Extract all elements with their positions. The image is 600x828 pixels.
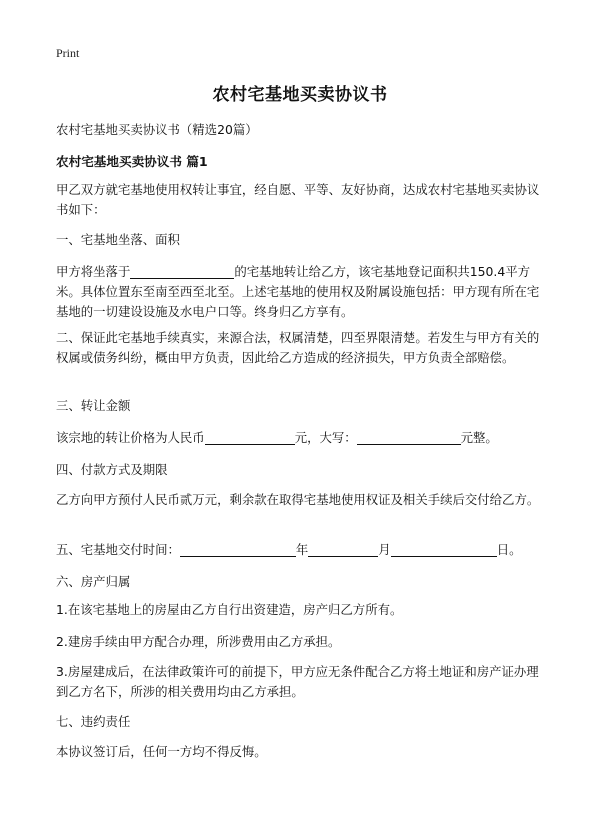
clause-7-heading: 七、违约责任: [56, 714, 131, 729]
clause-4-paragraph: 乙方向甲方预付人民币贰万元，剩余款在取得宅基地使用权证及相关手续后交付给乙方。: [56, 492, 540, 507]
year-label: 年: [295, 542, 309, 557]
clause-3-paragraph: [56, 428, 550, 448]
clause-1-heading: 一、宅基地坐落、面积: [56, 232, 180, 247]
delivery-day-blank[interactable]: [391, 542, 497, 557]
delivery-label: 五、宅基地交付时间：: [56, 542, 180, 557]
location-blank[interactable]: [130, 264, 234, 279]
clause-7-paragraph: 本协议签订后，任何一方均不得反悔。: [56, 744, 267, 759]
price-numeric-blank[interactable]: [205, 430, 295, 445]
section-heading: 农村宅基地买卖协议书 篇1: [56, 154, 208, 169]
delivery-month-blank[interactable]: [308, 542, 378, 557]
price-label: 该宗地的转让价格为人民币: [56, 430, 205, 445]
document-title: 农村宅基地买卖协议书: [212, 85, 388, 105]
intro-paragraph: 甲乙双方就宅基地使用权转让事宜，经自愿、平等、友好协商，达成农村宅基地买卖协议书如下：: [56, 182, 540, 217]
print-link[interactable]: Print: [56, 46, 80, 60]
delivery-year-blank[interactable]: [180, 542, 296, 557]
document-subtitle: 农村宅基地买卖协议书（精选20篇）: [56, 122, 258, 137]
clause-1-text-start: 甲方将坐落于: [56, 264, 131, 279]
day-label: 日。: [496, 542, 522, 557]
clause-1-paragraph: [56, 262, 550, 322]
clause-3-heading: 三、转让金额: [56, 398, 131, 413]
clause-4-heading: 四、付款方式及期限: [56, 462, 168, 477]
clause-6-item-2: 2.建房手续由甲方配合办理，所涉费用由乙方承担。: [56, 634, 341, 649]
clause-1-text-rest: 的宅基地转让给乙方，该宅基地登记面积共150.4平方米。具体位置东至南至西至北至。上述宅基地的使用权及附属设施包括：甲方现有所在宅基地的一切建设设施及水电户口等。终身归乙方享有。: [56, 264, 540, 319]
clause-6-heading: 六、房产归属: [56, 574, 131, 589]
price-uppercase-blank[interactable]: [357, 430, 461, 445]
price-uppercase-label: 元，大写：: [294, 430, 357, 445]
clause-5-paragraph: [56, 540, 550, 560]
month-label: 月: [378, 542, 391, 557]
clause-6-item-3: 3.房屋建成后，在法律政策许可的前提下，甲方应无条件配合乙方将土地证和房产证办理到乙方名下，所涉的相关费用均由乙方承担。: [56, 664, 539, 699]
clause-6-item-1: 1.在该宅基地上的房屋由乙方自行出资建造，房产归乙方所有。: [56, 602, 403, 617]
price-suffix: 元整。: [460, 430, 498, 445]
clause-2-paragraph: 二、保证此宅基地手续真实，来源合法，权属清楚，四至界限清楚。若发生与甲方有关的权属或债务纠纷，概由甲方负责，因此给乙方造成的经济损失，甲方负责全部赔偿。: [56, 330, 540, 365]
